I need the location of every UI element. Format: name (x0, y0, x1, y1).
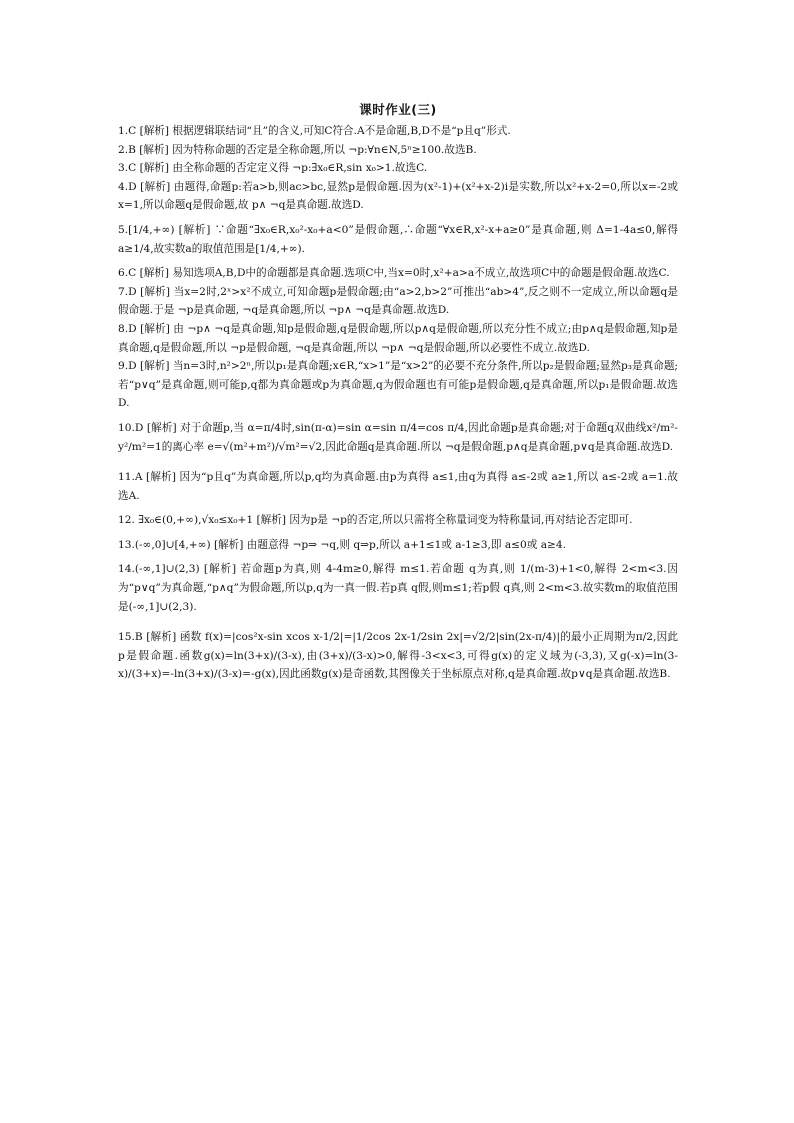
answer-sheet (118, 100, 678, 684)
answer-5: 5.[1/4,+∞) [解析] ∵命题“∃x₀∈R,x₀²-x₀+a<0”是假命题,∴命题“∀x∈R,x²-x+a≥0”是真命题,则 Δ=1-4a≤0,解得 a≥1/4,故实数a的取值范围是[1/4,+∞). (118, 223, 678, 255)
answer-2: 2.B [解析] 因为特称命题的否定是全称命题,所以 ¬p:∀n∈N,5ⁿ≥100.故选B. (118, 143, 477, 156)
answer-10: 10.D [解析] 对于命题p,当 α=π/4时,sin(π-α)=sin α=sin π/4=cos π/4,因此命题p是真命题;对于命题q双曲线x²/m²-y²/m²=1的离心率 e=√(m²+m²)/√m²=√2,因此命题q是真命题.所以 ¬q是假命题,p∧q是真命题,p∨q是真命题.故选D. (118, 421, 678, 453)
answer-13: 13.(-∞,0]∪[4,+∞) [解析] 由题意得 ¬p⇒ ¬q,则 q⇒p,所以 a+1≤1或 a-1≥3,即 a≤0或 a≥4. (118, 538, 567, 551)
answer-12: 12. ∃x₀∈(0,+∞),√x₀≤x₀+1 [解析] 因为p是 ¬p的否定,所以只需将全称量词变为特称量词,再对结论否定即可. (118, 514, 633, 527)
answer-7: 7.D [解析] 当x=2时,2ˣ>x²不成立,可知命题p是假命题;由“a>2,b>2”可推出“ab>4”,反之则不一定成立,所以命题q是假命题.于是 ¬p是真命题, ¬q是真命题,所以 ¬p∧ ¬q是真命题.故选D. (118, 285, 678, 317)
answer-8: 8.D [解析] 由 ¬p∧ ¬q是真命题,知p是假命题,q是假命题,所以p∧q是假命题,所以充分性不成立;由p∧q是假命题,知p是真命题,q是假命题,所以 ¬p是假命题, ¬q是真命题,所以 ¬p∧ ¬q是假命题,所以必要性不成立.故选D. (118, 322, 678, 354)
answer-14: 14.(-∞,1]∪(2,3) [解析] 若命题p为真,则 4-4m≥0,解得 m≤1.若命题 q为真,则 1/(m-3)+1<0,解得 2<m<3.因为“p∨q”为真命题,“p∧q”为假命题,所以p,q为一真一假.若p真 q假,则m≤1;若p假 q真,则 2<m<3.故实数m的取值范围是(-∞,1]∪(2,3). (118, 563, 678, 613)
answer-1: 1.C [解析] 根据逻辑联结词“且”的含义,可知C符合.A不是命题,B,D不是“p且q”形式. (118, 125, 511, 137)
answer-4: 4.D [解析] 由题得,命题p:若a>b,则ac>bc,显然p是假命题.因为(x²-1)+(x²+x-2)i是实数,所以x²+x-2=0,所以x=-2或x=1,所以命题q是假命题,故 p∧ ¬q是真命题.故选D. (118, 180, 678, 212)
page-title: 课时作业(三) (359, 102, 437, 117)
answer-15: 15.B [解析] 函数 f(x)=|cos²x-sin xcos x-1/2|=|1/2cos 2x-1/2sin 2x|=√2/2|sin(2x-π/4)|的最小正周期为π/2,因此p是假命题.函数g(x)=ln(3+x)/(3-x),由(3+x)/(3-x)>0,解得-3<x<3,可得g(x)的定义域为(-3,3),又g(-x)=ln(3-x)/(3+x)=-ln(3+x)/(3-x)=-g(x),因此函数g(x)是奇函数,其图像关于坐标原点对称,q是真命题.故p∨q是真命题.故选B. (118, 631, 678, 681)
answer-6: 6.C [解析] 易知选项A,B,D中的命题都是真命题.选项C中,当x=0时,x²+a>a不成立,故选项C中的命题是假命题.故选C. (118, 267, 670, 280)
answer-3: 3.C [解析] 由全称命题的否定定义得 ¬p:∃x₀∈R,sin x₀>1.故选C. (118, 162, 428, 175)
answer-9: 9.D [解析] 当n=3时,n²>2ⁿ,所以p₁是真命题;x∈R,“x>1”是“x>2”的必要不充分条件,所以p₂是假命题;显然p₃是真命题;若“p∨q”是真命题,则可能p,q都为真命题或p为真命题,q为假命题也有可能p是假命题,q是真命题,所以p₁是假命题.故选D. (118, 360, 678, 410)
answer-11: 11.A [解析] 因为“p且q”为真命题,所以p,q均为真命题.由p为真得 a≤1,由q为真得 a≤-2或 a≥1,所以 a≤-2或 a=1.故选A. (118, 471, 678, 502)
